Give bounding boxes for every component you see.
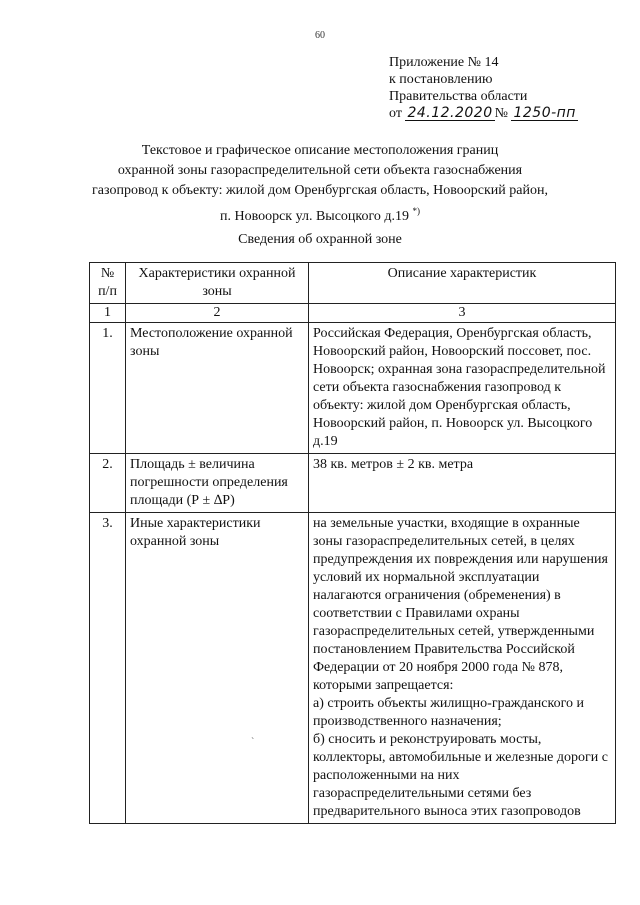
table-row xyxy=(90,454,616,513)
table-header-row xyxy=(90,263,616,304)
handwritten-date: 24.12.2020 xyxy=(407,105,493,121)
section-subtitle: Сведения об охранной зоне xyxy=(238,232,402,247)
number-label: № xyxy=(494,106,508,121)
from-label: от xyxy=(389,106,402,121)
appendix-line-1: Приложение № 14 xyxy=(389,55,499,70)
description-paragraph: б) сносить и реконструировать мосты, коллекторы, автомобильные и железные дороги с расположенными на них газораспределительными сетями без предварительного выноса этих газопроводов xyxy=(313,732,608,819)
title-line-1: Текстовое и графическое описание местоположения границ xyxy=(141,143,499,158)
row-characteristic: Местоположение охранной зоны xyxy=(126,323,309,454)
title-line-2: охранной зоны газораспределительной сети объекта газоснабжения xyxy=(117,163,523,178)
row-num: 2. xyxy=(90,454,126,513)
row-description: Российская Федерация, Оренбургская область, Новоорский район, Новоорский поссовет, пос. Новоорск; охранная зона газораспределительной сети объекта газоснабжения газопровод к объекту: жилой дом Оренбургская область, Новоорский район, п. Новоорск ул. Высоцкого д.19 xyxy=(309,323,616,454)
column-number: 2 xyxy=(126,304,309,323)
stray-mark: ` xyxy=(251,737,255,748)
row-description xyxy=(309,513,616,824)
header-num: № п/п xyxy=(90,263,126,304)
column-number: 1 xyxy=(90,304,126,323)
appendix-line-2: к постановлению xyxy=(389,72,493,87)
description-paragraph: а) строить объекты жилищно-гражданского и производственного назначения; xyxy=(313,696,584,729)
row-characteristic: Иные характеристики охранной зоны xyxy=(126,513,309,824)
description-paragraph: на земельные участки, входящие в охранные зоны газораспределительных сетей, в целях предупреждения их повреждения или нарушения условий их нормальной эксплуатации налагаются ограничения (обременения) в соответствии с Правилами охраны газораспределительных сетей, утвержденными постановлением Правительства Российской Федерации от 20 ноября 2000 года № 878, которыми запрещается: xyxy=(313,516,608,693)
header-description: Описание характеристик xyxy=(309,263,616,304)
appendix-block xyxy=(389,54,578,122)
footnote-mark: *) xyxy=(412,206,421,216)
document-title xyxy=(0,141,640,227)
column-number: 3 xyxy=(309,304,616,323)
column-numbers-row xyxy=(90,304,616,323)
handwritten-number: 1250-пп xyxy=(513,105,576,121)
zone-info-table xyxy=(89,262,616,824)
appendix-line-3: Правительства области xyxy=(389,89,528,104)
title-line-4: п. Новоорск ул. Высоцкого д.19 *) xyxy=(219,206,421,224)
row-num: 1. xyxy=(90,323,126,454)
row-description: 38 кв. метров ± 2 кв. метра xyxy=(309,454,616,513)
table-row xyxy=(90,323,616,454)
row-num: 3. xyxy=(90,513,126,824)
header-characteristic: Характеристики охранной зоны xyxy=(126,263,309,304)
page-number: 60 xyxy=(315,30,325,41)
table-row xyxy=(90,513,616,824)
row-characteristic: Площадь ± величина погрешности определения площади (Р ± ∆Р) xyxy=(126,454,309,513)
title-line-3: газопровод к объекту: жилой дом Оренбургская область, Новоорский район, xyxy=(92,183,548,198)
appendix-date-number-line xyxy=(389,105,578,122)
